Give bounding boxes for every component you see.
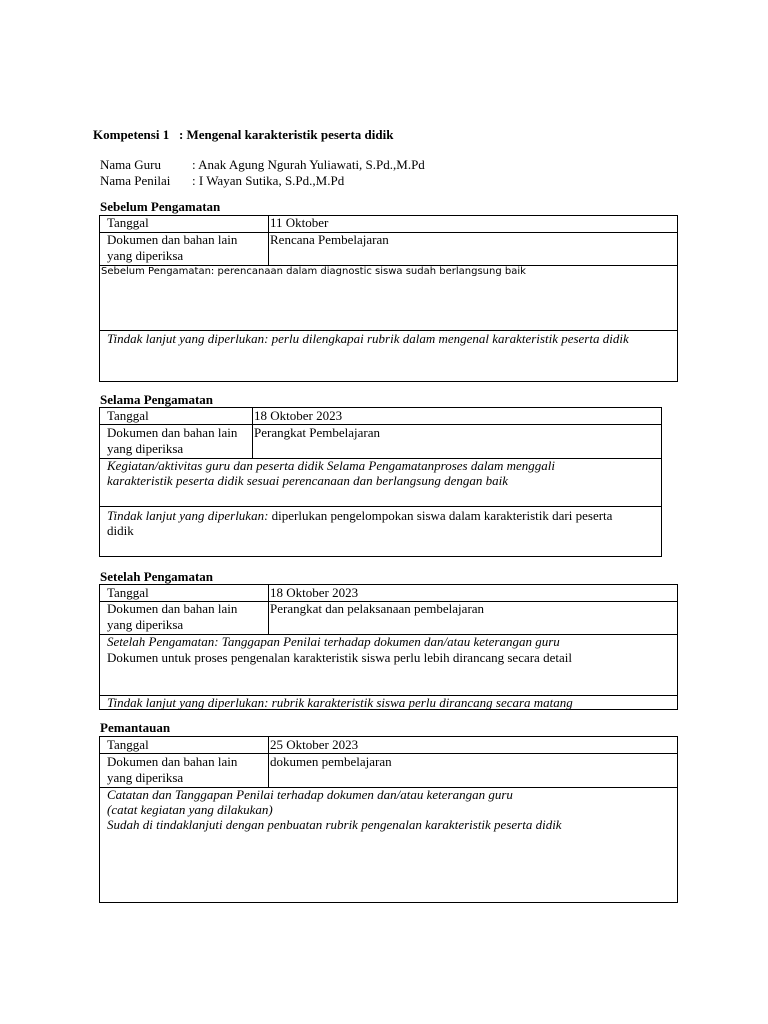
- guru-value: : Anak Agung Ngurah Yuliawati, S.Pd.,M.Pd: [192, 157, 425, 172]
- sebelum-dokumen-label-2: yang diperiksa: [107, 248, 184, 263]
- pemantauan-dokumen-label-2: yang diperiksa: [107, 770, 184, 785]
- pemantauan-catatan-2: (catat kegiatan yang dilakukan): [107, 802, 273, 817]
- sebelum-dokumen-value: Rencana Pembelajaran: [270, 232, 389, 247]
- divider: [268, 736, 269, 788]
- divider: [99, 506, 662, 507]
- sebelum-tanggal-label: Tanggal: [107, 215, 149, 230]
- divider: [268, 584, 269, 635]
- setelah-dokumen-value: Perangkat dan pelaksanaan pembelajaran: [270, 601, 485, 616]
- selama-dokumen-label: Dokumen dan bahan lain: [107, 425, 238, 440]
- setelah-dokumen-label-2: yang diperiksa: [107, 617, 184, 632]
- sebelum-section-title: Sebelum Pengamatan: [100, 199, 221, 214]
- setelah-dokumen-label: Dokumen dan bahan lain: [107, 601, 238, 616]
- pemantauan-section-title: Pemantauan: [100, 720, 171, 735]
- setelah-tanggal-label: Tanggal: [107, 585, 149, 600]
- selama-catatan: Kegiatan/aktivitas guru dan peserta didik Selama Pengamatanproses dalam menggali: [107, 458, 555, 473]
- pemantauan-tanggal-value: 25 Oktober 2023: [270, 737, 359, 752]
- divider: [252, 407, 253, 459]
- sebelum-tindak-lanjut: Tindak lanjut yang diperlukan: perlu dilengkapai rubrik dalam mengenal karakteristik peserta didik: [107, 331, 629, 346]
- selama-dokumen-value: Perangkat Pembelajaran: [254, 425, 380, 440]
- penilai-value: : I Wayan Sutika, S.Pd.,M.Pd: [192, 173, 345, 188]
- selama-section-title: Selama Pengamatan: [100, 392, 214, 407]
- sebelum-dokumen-label: Dokumen dan bahan lain: [107, 232, 238, 247]
- penilai-label: Nama Penilai: [100, 173, 171, 188]
- setelah-tindak-lanjut: Tindak lanjut yang diperlukan: rubrik karakteristik siswa perlu dirancang secara matang: [107, 695, 573, 710]
- setelah-section-title: Setelah Pengamatan: [100, 569, 214, 584]
- selama-tindak-lanjut: [107, 508, 612, 523]
- selama-catatan-2: karakteristik peserta didik sesuai perencanaan dan berlangsung dengan baik: [107, 473, 509, 488]
- sebelum-tanggal-value: 11 Oktober: [270, 215, 329, 230]
- guru-label: Nama Guru: [100, 157, 162, 172]
- pemantauan-dokumen-label: Dokumen dan bahan lain: [107, 754, 238, 769]
- setelah-tanggal-value: 18 Oktober 2023: [270, 585, 359, 600]
- setelah-catatan-2: Dokumen untuk proses pengenalan karakteristik siswa perlu lebih dirancang secara detail: [107, 650, 572, 665]
- selama-tindak-lanjut-2: didik: [107, 523, 134, 538]
- selama-tindak-lanjut-label: Tindak lanjut yang diperlukan:: [107, 508, 269, 523]
- selama-tanggal-label: Tanggal: [107, 408, 149, 423]
- pemantauan-catatan-3: Sudah di tindaklanjuti dengan penbuatan rubrik pengenalan karakteristik peserta didik: [107, 817, 562, 832]
- pemantauan-dokumen-value: dokumen pembelajaran: [270, 754, 392, 769]
- setelah-catatan: Setelah Pengamatan: Tanggapan Penilai terhadap dokumen dan/atau keterangan guru: [107, 634, 560, 649]
- pemantauan-catatan: Catatan dan Tanggapan Penilai terhadap dokumen dan/atau keterangan guru: [107, 787, 513, 802]
- selama-tindak-lanjut-value: diperlukan pengelompokan siswa dalam karakteristik dari peserta: [268, 508, 613, 523]
- selama-tanggal-value: 18 Oktober 2023: [254, 408, 343, 423]
- selama-dokumen-label-2: yang diperiksa: [107, 441, 184, 456]
- sebelum-catatan: Sebelum Pengamatan: perencanaan dalam diagnostic siswa sudah berlangsung baik: [101, 266, 526, 277]
- pemantauan-tanggal-label: Tanggal: [107, 737, 149, 752]
- page-title: Kompetensi 1 : Mengenal karakteristik peserta didik: [93, 127, 394, 142]
- divider: [268, 215, 269, 266]
